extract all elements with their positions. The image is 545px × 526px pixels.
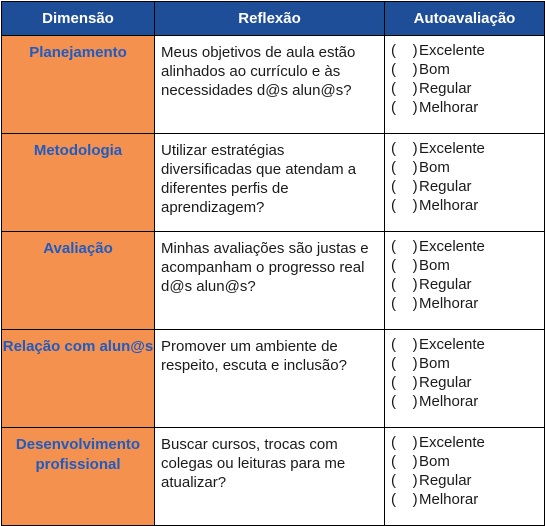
reflection-cell: Buscar cursos, trocas com colegas ou leituras para me atualizar? <box>155 428 385 526</box>
dimension-cell: Planejamento <box>2 36 155 134</box>
rating-option-label: Excelente <box>419 238 485 255</box>
rating-option[interactable] <box>391 335 544 354</box>
checkbox-parens[interactable]: ( ) <box>391 374 418 391</box>
rating-options <box>385 134 545 232</box>
rating-options <box>385 232 545 330</box>
rating-options <box>385 428 545 526</box>
checkbox-parens[interactable]: ( ) <box>391 434 418 451</box>
dimension-cell: Metodologia <box>2 134 155 232</box>
rating-option-label: Regular <box>419 276 472 293</box>
rating-option-label: Bom <box>419 159 450 176</box>
checkbox-parens[interactable]: ( ) <box>391 42 418 59</box>
rating-option[interactable] <box>391 294 544 313</box>
rating-option[interactable] <box>391 196 544 215</box>
rating-option[interactable] <box>391 237 544 256</box>
rating-option-label: Regular <box>419 80 472 97</box>
rating-option-label: Regular <box>419 472 472 489</box>
checkbox-parens[interactable]: ( ) <box>391 491 418 508</box>
rating-option-label: Excelente <box>419 140 485 157</box>
rating-option[interactable] <box>391 256 544 275</box>
self-assessment-table <box>1 1 545 526</box>
rating-option[interactable] <box>391 139 544 158</box>
reflection-cell: Minhas avaliações são justas e acompanham o progresso real d@s alun@s? <box>155 232 385 330</box>
rating-option-label: Bom <box>419 257 450 274</box>
rating-option[interactable] <box>391 471 544 490</box>
checkbox-parens[interactable]: ( ) <box>391 140 418 157</box>
table-row <box>2 134 545 232</box>
rating-option[interactable] <box>391 177 544 196</box>
rating-option-label: Melhorar <box>419 99 479 116</box>
dimension-cell: Avaliação <box>2 232 155 330</box>
rating-option[interactable] <box>391 392 544 411</box>
table-row <box>2 330 545 428</box>
rating-option-label: Regular <box>419 178 472 195</box>
reflection-cell: Meus objetivos de aula estão alinhados ao currículo e às necessidades d@s alun@s? <box>155 36 385 134</box>
checkbox-parens[interactable]: ( ) <box>391 80 418 97</box>
rating-option[interactable] <box>391 373 544 392</box>
checkbox-parens[interactable]: ( ) <box>391 472 418 489</box>
table-row <box>2 428 545 526</box>
header-reflection: Reflexão <box>155 2 385 36</box>
reflection-cell: Promover um ambiente de respeito, escuta e inclusão? <box>155 330 385 428</box>
checkbox-parens[interactable]: ( ) <box>391 238 418 255</box>
rating-option-label: Regular <box>419 374 472 391</box>
header-self-assessment: Autoavaliação <box>385 2 545 36</box>
checkbox-parens[interactable]: ( ) <box>391 99 418 116</box>
rating-options <box>385 36 545 134</box>
checkbox-parens[interactable]: ( ) <box>391 393 418 410</box>
rating-options <box>385 330 545 428</box>
checkbox-parens[interactable]: ( ) <box>391 159 418 176</box>
rating-option[interactable] <box>391 79 544 98</box>
table-row <box>2 232 545 330</box>
rating-option[interactable] <box>391 433 544 452</box>
rating-option-label: Melhorar <box>419 491 479 508</box>
checkbox-parens[interactable]: ( ) <box>391 276 418 293</box>
table-header-row <box>2 2 545 36</box>
checkbox-parens[interactable]: ( ) <box>391 61 418 78</box>
rating-option[interactable] <box>391 275 544 294</box>
table-row <box>2 36 545 134</box>
rating-option[interactable] <box>391 41 544 60</box>
rating-option-label: Excelente <box>419 336 485 353</box>
checkbox-parens[interactable]: ( ) <box>391 355 418 372</box>
checkbox-parens[interactable]: ( ) <box>391 295 418 312</box>
rating-option-label: Bom <box>419 453 450 470</box>
rating-option-label: Melhorar <box>419 393 479 410</box>
checkbox-parens[interactable]: ( ) <box>391 197 418 214</box>
rating-option[interactable] <box>391 354 544 373</box>
dimension-cell: Relação com alun@s <box>2 330 155 428</box>
header-dimension: Dimensão <box>2 2 155 36</box>
checkbox-parens[interactable]: ( ) <box>391 257 418 274</box>
checkbox-parens[interactable]: ( ) <box>391 336 418 353</box>
rating-option-label: Melhorar <box>419 197 479 214</box>
rating-option-label: Excelente <box>419 42 485 59</box>
checkbox-parens[interactable]: ( ) <box>391 453 418 470</box>
rating-option[interactable] <box>391 60 544 79</box>
reflection-cell: Utilizar estratégias diversificadas que atendam a diferentes perfis de aprendizagem? <box>155 134 385 232</box>
rating-option[interactable] <box>391 452 544 471</box>
rating-option-label: Melhorar <box>419 295 479 312</box>
checkbox-parens[interactable]: ( ) <box>391 178 418 195</box>
rating-option-label: Bom <box>419 355 450 372</box>
dimension-cell: Desenvolvimento profissional <box>2 428 155 526</box>
rating-option-label: Excelente <box>419 434 485 451</box>
rating-option[interactable] <box>391 98 544 117</box>
rating-option[interactable] <box>391 158 544 177</box>
rating-option-label: Bom <box>419 61 450 78</box>
